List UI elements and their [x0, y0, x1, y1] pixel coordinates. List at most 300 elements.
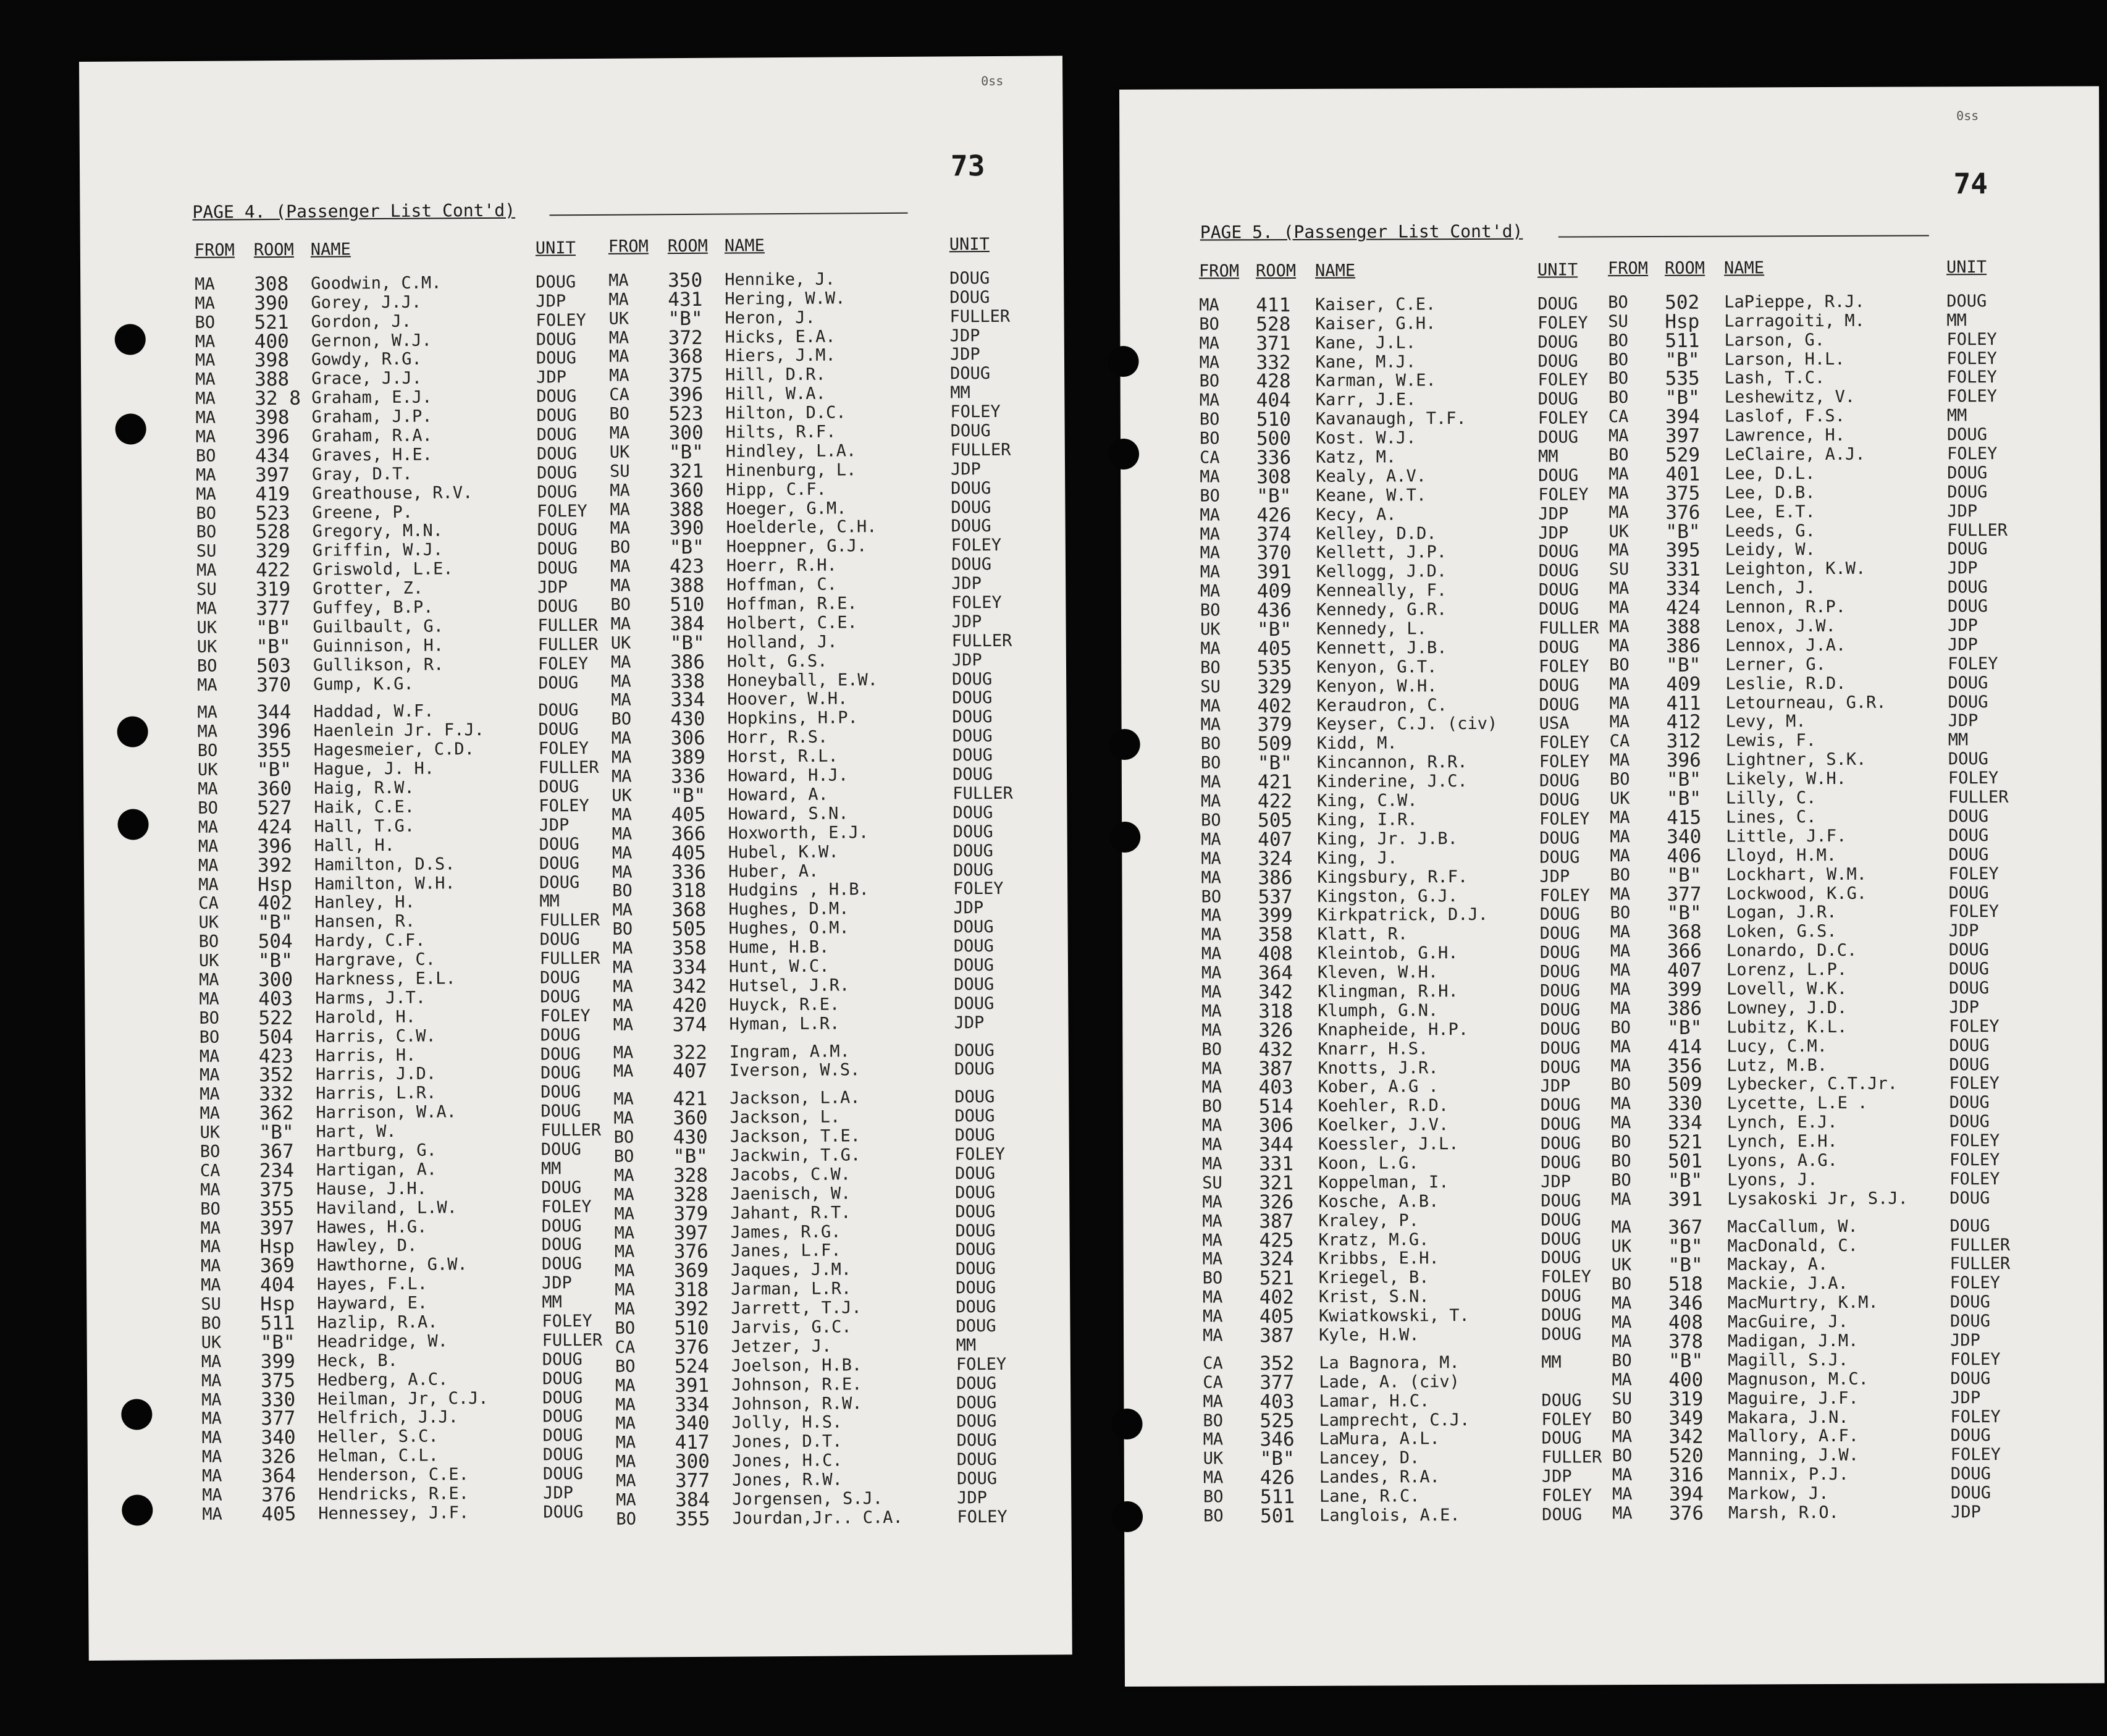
row-name: Hindley, L.A.	[725, 441, 857, 461]
row-from: MA	[615, 1414, 636, 1434]
row-unit: FOLEY	[1949, 1016, 2000, 1037]
row-room: "B"	[1667, 864, 1702, 887]
row-room: 409	[1666, 673, 1701, 696]
row-from: BO	[1609, 445, 1629, 465]
row-room: 390	[669, 517, 704, 540]
row-unit: FULLER	[951, 631, 1012, 651]
row-room: "B"	[671, 784, 706, 807]
row-from: BO	[613, 1127, 634, 1147]
row-unit: DOUG	[950, 421, 991, 441]
row-unit: MM	[1948, 730, 1969, 750]
row-name: Hinenburg, L.	[725, 460, 857, 481]
row-unit: FULLER	[1541, 1447, 1602, 1467]
row-name: Landes, R.A.	[1319, 1467, 1440, 1488]
row-room: 308	[1256, 465, 1292, 489]
row-from: BO	[198, 798, 218, 818]
row-unit: DOUG	[540, 1082, 581, 1102]
row-from: MA	[197, 722, 218, 742]
passenger-row	[1608, 330, 2053, 350]
row-from: BO	[1200, 658, 1221, 678]
row-name: Hoeger, G.M.	[726, 499, 847, 519]
row-room: 388	[1665, 615, 1701, 638]
row-name: Graham, E.J.	[311, 387, 432, 408]
row-from: SU	[1200, 677, 1221, 697]
binder-hole	[1108, 439, 1139, 470]
row-unit: DOUG	[542, 1445, 583, 1465]
row-unit: FOLEY	[1946, 368, 1997, 387]
document-page-73	[79, 56, 1072, 1661]
row-name: Hilts, R.F.	[725, 422, 836, 442]
row-room: 404	[1256, 389, 1291, 412]
row-from: MA	[1609, 636, 1630, 656]
row-room: 334	[1667, 1111, 1702, 1135]
row-room: 346	[1260, 1428, 1295, 1451]
row-from: MA	[1201, 982, 1222, 1002]
row-unit: DOUG	[538, 673, 579, 693]
row-room: 329	[1257, 675, 1292, 698]
row-room: 511	[1260, 1486, 1295, 1509]
row-name: Jones, D.T.	[731, 1431, 843, 1452]
row-from: BO	[1203, 1506, 1224, 1526]
passenger-row	[1609, 387, 2053, 408]
row-name: Hartigan, A.	[316, 1160, 437, 1180]
row-unit: DOUG	[951, 478, 991, 499]
row-from: MA	[195, 293, 216, 313]
row-unit: FOLEY	[1539, 809, 1590, 829]
passenger-row	[616, 1507, 1048, 1529]
row-room: 376	[1665, 501, 1701, 524]
row-unit: DOUG	[956, 1316, 996, 1336]
row-from: MA	[1610, 980, 1631, 1000]
row-from: MA	[1199, 295, 1219, 315]
row-unit: DOUG	[956, 1373, 997, 1394]
row-room: "B"	[256, 759, 292, 782]
row-name: Hughes, D.M.	[728, 899, 849, 919]
row-from: MA	[195, 465, 216, 485]
row-name: Koehler, R.D.	[1318, 1096, 1449, 1116]
row-unit: DOUG	[952, 746, 993, 765]
row-name: Kaiser, G.H.	[1315, 313, 1436, 334]
row-room: 388	[670, 574, 705, 597]
row-room: 367	[259, 1140, 294, 1163]
row-unit: JDP	[536, 291, 566, 311]
row-room: "B"	[1666, 787, 1702, 810]
passenger-row	[1201, 925, 1609, 945]
row-unit: DOUG	[1539, 695, 1579, 715]
passenger-row	[1203, 1353, 1610, 1373]
row-name: Haenlein Jr. F.J.	[313, 720, 485, 741]
row-room: 431	[668, 288, 703, 311]
row-unit: DOUG	[1950, 1464, 1991, 1484]
row-from: MA	[1199, 390, 1220, 410]
passenger-row	[1610, 769, 2054, 790]
row-unit: DOUG	[536, 463, 578, 483]
row-room: 405	[1257, 637, 1292, 660]
row-name: Koessler, J.L.	[1318, 1134, 1459, 1154]
row-unit: DOUG	[952, 707, 993, 727]
passenger-row	[1610, 1055, 2055, 1076]
row-name: Lane, R.C.	[1319, 1486, 1420, 1506]
binder-hole	[121, 1399, 152, 1430]
passenger-row	[1610, 712, 2054, 732]
row-room: Hsp	[259, 1236, 295, 1258]
row-from: MA	[200, 1103, 221, 1124]
row-from: MA	[612, 824, 633, 844]
row-room: 527	[257, 796, 292, 820]
row-name: Kirkpatrick, D.J.	[1317, 905, 1489, 925]
row-room: 524	[674, 1355, 710, 1378]
row-unit: FOLEY	[953, 879, 1004, 899]
row-unit: DOUG	[539, 853, 580, 874]
row-name: Kyle, H.W.	[1318, 1325, 1419, 1345]
row-name: Hawley, D.	[316, 1236, 418, 1257]
row-name: Likely, W.H.	[1725, 769, 1847, 789]
row-name: Kribbs, E.H.	[1318, 1249, 1439, 1269]
row-name: Jones, R.W.	[731, 1470, 843, 1490]
row-room: 374	[1256, 523, 1292, 546]
row-name: Jarman, L.R.	[731, 1279, 852, 1299]
row-name: LaMura, A.L.	[1319, 1429, 1440, 1449]
row-room: 400	[254, 330, 289, 353]
passenger-row	[1608, 311, 2053, 332]
passenger-row	[1202, 1077, 1610, 1098]
passenger-row	[1612, 1331, 2056, 1352]
row-room: 426	[1260, 1467, 1295, 1490]
row-unit: DOUG	[1539, 962, 1581, 982]
row-room: 414	[1667, 1035, 1702, 1058]
row-room: "B"	[256, 616, 291, 639]
page-stamp: 0ss	[981, 73, 1004, 89]
row-from: UK	[201, 1333, 222, 1352]
row-name: Lybecker, C.T.Jr.	[1726, 1074, 1898, 1094]
row-name: Lamprecht, C.J.	[1319, 1410, 1470, 1430]
row-name: Jourdan,Jr.. C.A.	[732, 1507, 903, 1528]
row-unit: DOUG	[1947, 597, 1988, 617]
row-name: Harms, J.T.	[315, 988, 426, 1008]
passenger-row	[1612, 1407, 2056, 1428]
passenger-row	[1609, 483, 2053, 504]
row-unit: DOUG	[955, 1240, 996, 1260]
row-name: Kriegel, B.	[1318, 1268, 1429, 1288]
row-from: MA	[1200, 791, 1221, 811]
row-room: 432	[1258, 1038, 1293, 1061]
row-room: 503	[256, 654, 292, 677]
row-from: MA	[1200, 715, 1221, 735]
row-name: Heilman, Jr, C.J.	[318, 1388, 489, 1409]
row-room: 399	[1258, 904, 1293, 927]
row-from: MA	[199, 1066, 220, 1085]
row-from: UK	[610, 633, 631, 653]
row-room: 394	[1665, 405, 1700, 429]
row-from: MA	[1201, 1116, 1222, 1136]
passenger-row	[1201, 848, 1609, 869]
row-from: SU	[1612, 1389, 1632, 1409]
row-room: 405	[261, 1502, 296, 1526]
row-name: Kellett, J.P.	[1316, 542, 1447, 563]
row-name: Lycette, L.E .	[1726, 1093, 1868, 1113]
row-from: BO	[195, 446, 216, 466]
row-unit: DOUG	[1541, 1325, 1582, 1344]
row-unit: DOUG	[542, 1407, 583, 1426]
row-unit: FOLEY	[1950, 1445, 2001, 1465]
row-from: MA	[195, 274, 215, 294]
row-room: 350	[668, 269, 703, 292]
row-room: 355	[259, 1197, 295, 1220]
row-from: UK	[608, 309, 629, 329]
row-unit: JDP	[536, 368, 567, 387]
passenger-row	[1201, 734, 1609, 754]
row-from: MA	[1200, 543, 1221, 563]
row-room: 407	[1667, 959, 1702, 982]
row-unit: DOUG	[1950, 1426, 1991, 1446]
passenger-row	[199, 988, 607, 1009]
passenger-row	[1200, 581, 1608, 601]
passenger-row	[1611, 1074, 2056, 1095]
row-name: Henderson, C.E.	[318, 1465, 469, 1485]
row-unit: DOUG	[539, 872, 580, 892]
row-unit: DOUG	[540, 1102, 581, 1121]
row-unit: FULLER	[1949, 1235, 2011, 1255]
passenger-row	[199, 1007, 607, 1029]
row-unit: FULLER	[537, 615, 599, 636]
binder-hole	[1111, 1409, 1142, 1439]
row-room: "B"	[258, 949, 293, 972]
row-from: BO	[1610, 865, 1631, 885]
row-room: 426	[1256, 504, 1292, 526]
row-from: MA	[201, 1275, 221, 1296]
row-from: MA	[1610, 846, 1630, 866]
row-from: BO	[1203, 1487, 1224, 1507]
row-from: MA	[1200, 505, 1220, 525]
row-room: 518	[1668, 1273, 1703, 1296]
row-unit: FOLEY	[1537, 370, 1588, 390]
row-from: BO	[1608, 369, 1629, 389]
row-from: MA	[1201, 849, 1221, 869]
row-unit: FOLEY	[1947, 444, 1998, 464]
row-room: "B"	[1256, 484, 1292, 508]
row-room: 331	[1665, 558, 1701, 581]
row-unit: DOUG	[541, 1216, 582, 1236]
row-from: BO	[1610, 1075, 1631, 1095]
row-room: 375	[1665, 482, 1701, 505]
row-unit: DOUG	[1539, 924, 1580, 943]
row-room: 523	[668, 402, 704, 426]
row-name: Kwiatkowski, T.	[1318, 1306, 1470, 1326]
row-unit: JDP	[951, 650, 982, 670]
row-unit: FOLEY	[954, 1144, 1006, 1165]
row-name: Huber, A.	[728, 861, 819, 882]
row-from: MA	[615, 1452, 636, 1472]
row-from: MA	[611, 691, 631, 710]
row-name: Hague, J. H.	[313, 759, 435, 779]
passenger-row	[196, 483, 604, 505]
row-name: Hawes, H.G.	[316, 1217, 427, 1237]
row-from: MA	[1612, 1465, 1633, 1485]
row-from: CA	[615, 1338, 636, 1357]
row-name: Koon, L.G.	[1318, 1153, 1419, 1173]
row-name: MacGuire, J.	[1727, 1312, 1849, 1332]
row-name: Greathouse, R.V.	[312, 482, 473, 504]
row-unit: DOUG	[1538, 542, 1579, 562]
row-name: Hazlip, R.A.	[317, 1312, 438, 1333]
row-unit: DOUG	[954, 1060, 995, 1079]
passenger-row	[1202, 1211, 1610, 1231]
row-unit: MM	[1541, 1352, 1562, 1372]
row-from: MA	[611, 767, 632, 786]
row-name: Haviland, L.W.	[316, 1197, 458, 1218]
passenger-row	[1611, 1132, 2056, 1152]
row-room: 316	[1668, 1464, 1704, 1487]
row-from: MA	[202, 1485, 222, 1505]
row-name: Klatt, R.	[1317, 924, 1408, 945]
row-name: Ingram, A.M.	[729, 1041, 850, 1062]
row-unit: MM	[540, 1159, 561, 1179]
row-name: Hudgins , H.B.	[728, 880, 869, 900]
row-unit: DOUG	[542, 1388, 583, 1408]
row-name: Lubitz, K.L.	[1726, 1017, 1848, 1037]
row-unit: DOUG	[1540, 1039, 1581, 1058]
passenger-row	[1609, 597, 2054, 618]
row-room: 300	[675, 1451, 710, 1473]
row-from: MA	[611, 748, 632, 767]
row-room: "B"	[1668, 1235, 1703, 1258]
row-room: 421	[673, 1088, 708, 1111]
row-room: 332	[1256, 351, 1291, 374]
binder-hole	[115, 324, 146, 355]
row-unit: MM	[1538, 447, 1558, 466]
passenger-row	[1609, 540, 2054, 560]
row-unit: JDP	[1950, 1502, 1981, 1522]
passenger-row	[1201, 906, 1609, 926]
row-unit: DOUG	[956, 1431, 997, 1451]
row-from: MA	[615, 1376, 636, 1396]
row-unit: DOUG	[1948, 749, 1988, 769]
row-name: Keyser, C.J. (civ)	[1316, 714, 1498, 735]
row-room: 389	[670, 746, 706, 769]
row-room: 349	[1668, 1407, 1704, 1430]
row-unit: DOUG	[537, 482, 578, 502]
row-from: BO	[1201, 1097, 1222, 1116]
row-from: SU	[1608, 311, 1628, 332]
row-unit: JDP	[1948, 635, 1978, 655]
row-room: 411	[1256, 293, 1291, 317]
row-from: MA	[616, 1490, 636, 1510]
passenger-row	[195, 292, 602, 314]
row-room: 340	[261, 1426, 296, 1449]
passenger-row	[1200, 524, 1607, 544]
row-name: Lonardo, D.C.	[1726, 941, 1857, 961]
row-name: Hawthorne, G.W.	[316, 1255, 468, 1275]
row-name: Helman, C.L.	[318, 1446, 439, 1466]
passenger-row	[1201, 1020, 1609, 1040]
row-from: MA	[613, 1089, 634, 1110]
row-name: Langlois, A.E.	[1319, 1506, 1460, 1525]
row-from: BO	[1611, 1170, 1631, 1190]
row-from: MA	[1201, 963, 1222, 983]
row-room: "B"	[258, 911, 293, 934]
row-unit: FOLEY	[1537, 313, 1588, 333]
row-name: Lee, D.B.	[1725, 482, 1815, 503]
row-room: 537	[1258, 885, 1293, 908]
row-unit: DOUG	[954, 1087, 995, 1107]
row-room: 334	[1665, 577, 1701, 600]
row-from: MA	[1610, 827, 1630, 847]
passenger-row	[1201, 963, 1609, 983]
row-name: King, C.W.	[1316, 791, 1418, 811]
row-room: 392	[257, 854, 293, 877]
row-from: BO	[1612, 1408, 1633, 1428]
header-room: ROOM	[667, 236, 708, 256]
row-unit: JDP	[1538, 523, 1569, 543]
row-name: Kennett, J.B.	[1316, 638, 1447, 658]
passenger-row	[1612, 1426, 2057, 1447]
row-name: Lloyd, H.M.	[1726, 845, 1837, 866]
row-room: "B"	[1666, 768, 1701, 791]
row-name: Gump, K.G.	[313, 674, 414, 694]
row-room: 509	[1257, 733, 1292, 756]
row-from: MA	[1611, 1313, 1632, 1333]
row-from: UK	[198, 951, 219, 971]
row-from: MA	[1201, 1058, 1222, 1079]
passenger-row	[1200, 562, 1608, 583]
row-room: 409	[1256, 580, 1292, 603]
row-from: MA	[199, 989, 219, 1009]
row-room: 407	[1258, 828, 1293, 851]
passenger-column-1	[195, 239, 610, 1525]
passenger-row	[1203, 1506, 1611, 1526]
row-unit: DOUG	[956, 1393, 997, 1412]
passenger-row	[1200, 371, 1607, 392]
row-from: MA	[608, 271, 629, 290]
row-room: 424	[257, 815, 292, 839]
row-room: 510	[1256, 408, 1291, 431]
row-name: Klumph, G.N.	[1318, 1001, 1439, 1021]
row-unit: DOUG	[954, 1126, 995, 1145]
row-unit: DOUG	[1947, 539, 1988, 559]
row-from: MA	[1610, 1094, 1631, 1114]
row-from: BO	[615, 1357, 636, 1376]
row-unit: DOUG	[542, 1349, 582, 1370]
row-unit: DOUG	[1948, 807, 1989, 827]
row-name: Lamar, H.C.	[1319, 1391, 1430, 1411]
row-room: 408	[1668, 1311, 1704, 1334]
row-name: LeClaire, A.J.	[1725, 444, 1865, 465]
row-from: BO	[1608, 350, 1629, 369]
row-unit: FOLEY	[541, 1197, 592, 1217]
passenger-row	[1200, 390, 1607, 411]
row-from: UK	[1609, 521, 1630, 541]
row-room: 369	[259, 1255, 295, 1278]
passenger-row	[196, 464, 604, 486]
passenger-row	[1610, 903, 2055, 923]
row-room: 405	[671, 841, 706, 864]
passenger-row	[1203, 1325, 1610, 1346]
row-from: MA	[614, 1204, 635, 1224]
row-from: BO	[1610, 1132, 1631, 1152]
row-room: 521	[254, 311, 289, 334]
row-room: 500	[1256, 428, 1292, 450]
row-name: MacCallum, W.	[1727, 1216, 1858, 1237]
row-unit: DOUG	[1538, 599, 1579, 619]
passenger-row	[1203, 1268, 1610, 1289]
row-name: Greene, P.	[312, 502, 413, 523]
row-name: Knarr, H.S.	[1318, 1039, 1429, 1059]
row-unit: FULLER	[1948, 788, 2009, 807]
passenger-row	[1203, 1287, 1610, 1307]
passenger-row	[1609, 502, 2053, 522]
row-from: MA	[201, 1409, 222, 1429]
row-unit: MM	[1946, 406, 1967, 426]
